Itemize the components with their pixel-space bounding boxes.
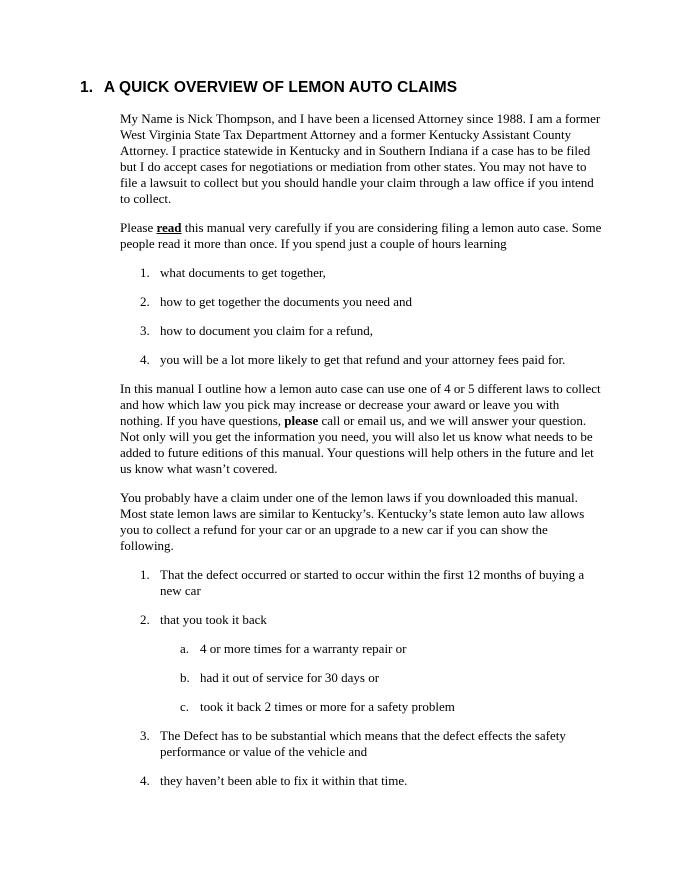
list-item: 3. how to document you claim for a refund, <box>140 323 373 338</box>
read-emphasis: read <box>156 220 182 235</box>
sublist <box>120 641 602 715</box>
heading-title: A QUICK OVERVIEW OF LEMON AUTO CLAIMS <box>103 79 458 96</box>
sublist-container <box>120 641 602 715</box>
manual-paragraph: In this manual I outline how a lemon auto case can use one of 4 or 5 different laws to collect and how which law you pick may increase or decrease your award or leave you with nothing. If you have questions, please call or email us, and we will answer your question. Not only will you get the information you need, you will also let us know what needs to be added to future editions of this manual. Your questions will help others in the future and let us know what wasn’t covered. <box>120 381 601 476</box>
intro-paragraph: My Name is Nick Thompson, and I have been a licensed Attorney since 1988. I am a former West Virginia State Tax Department Attorney and a former Kentucky Assistant County Attorney. I practice statewide in Kentucky and in Southern Indiana if a case has to be filed but I do accept cases for negotiations or mediation from other states. You may not have to file a lawsuit to collect but you should handle your claim through a law office if you intend to collect. <box>120 111 601 206</box>
section-heading <box>80 79 457 97</box>
document-body <box>120 111 602 802</box>
read-paragraph: Please read this manual very carefully if you are considering filing a lemon auto case. Some people read it more than once. If you spend just a couple of hours learning <box>120 220 602 251</box>
claim-paragraph: You probably have a claim under one of the lemon laws if you downloaded this manual. Most state lemon laws are similar to Kentucky’s. Kentucky’s state lemon auto law allows you to collect a refund for your car or an upgrade to a new car if you can show the following. <box>120 490 585 553</box>
sublist-item: a. 4 or more times for a warranty repair or <box>180 641 407 656</box>
list-item: 4. you will be a lot more likely to get that refund and your attorney fees paid for. <box>140 352 566 367</box>
list-item: 1. what documents to get together, <box>140 265 326 280</box>
please-emphasis: please <box>284 413 319 428</box>
list-item: 2. that you took it back <box>140 612 267 627</box>
learning-list <box>120 265 602 368</box>
sublist-item: b. had it out of service for 30 days or <box>180 670 380 685</box>
list-item: 2. how to get together the documents you need and <box>140 294 412 309</box>
heading-number: 1. <box>80 79 94 96</box>
list-item: 1. That the defect occurred or started to occur within the first 12 months of buying a new car <box>140 567 585 598</box>
sublist-item: c. took it back 2 times or more for a safety problem <box>180 699 455 714</box>
list-item: 3. The Defect has to be substantial which means that the defect effects the safety performance or value of the vehicle and <box>140 728 566 759</box>
requirements-list <box>120 567 602 789</box>
list-item: 4. they haven’t been able to fix it within that time. <box>140 773 408 788</box>
